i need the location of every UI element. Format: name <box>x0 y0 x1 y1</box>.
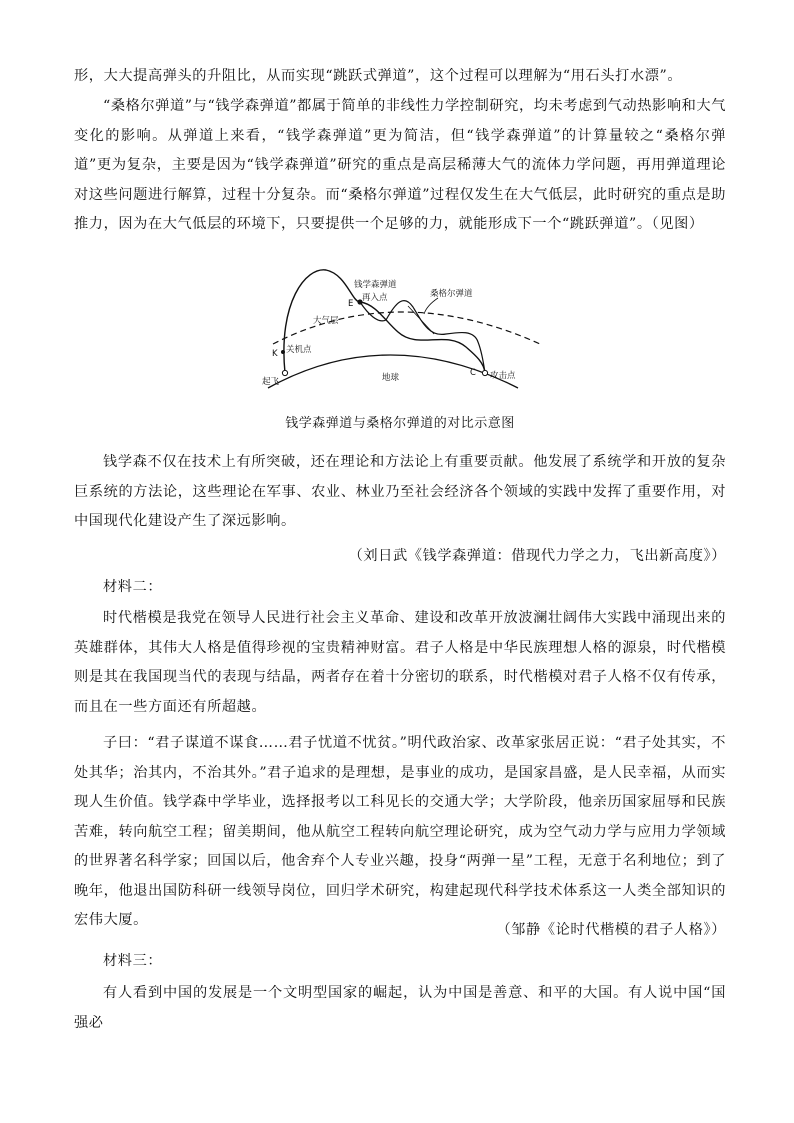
trajectory-svg <box>248 262 548 397</box>
paragraph-3: 钱学森不仅在技术上有所突破，还在理论和方法论上有重要贡献。他发展了系统学和开放的复杂巨系统的方法论，这些理论在军事、农业、林业乃至社会经济各个领域的实践中发挥了重要作用，对中国现代化建设产生了深远影响。 <box>74 454 726 529</box>
label-point-c: C <box>470 368 476 378</box>
label-reentry: 再入点 <box>362 293 388 303</box>
takeoff-dot <box>282 370 287 375</box>
paragraph-4: 时代楷模是我党在领导人民进行社会主义革命、建设和改革开放波澜壮阔伟大实践中涌现出来的英雄群体，其伟大人格是值得珍视的宝贵精神财富。君子人格是中华民族理想人格的源泉，时代楷模则是其在我国现当代的表现与结晶，两者存在着十分密切的联系，时代楷模对君子人格不仅有传承，而且在一些方面还有所超越。 <box>74 610 726 715</box>
label-qian: 钱学森弹道 <box>354 280 397 290</box>
point-k-dot <box>281 350 285 354</box>
source-citation-1: （刘日武《钱学森弹道：借现代力学之力，飞出新高度》） <box>348 548 726 564</box>
chord-line <box>408 306 434 334</box>
label-atmosphere: 大气层 <box>313 316 339 326</box>
material-3-heading: 材料三： <box>103 953 163 969</box>
label-shutdown: 关机点 <box>286 345 312 355</box>
label-attack: 攻击点 <box>490 371 516 381</box>
label-takeoff: 起飞 <box>262 377 280 387</box>
label-earth: 地球 <box>382 373 400 383</box>
attack-dot <box>482 370 487 375</box>
source-citation-2: （邹静《论时代楷模的君子人格》） <box>496 922 726 938</box>
paragraph-2: “桑格尔弹道”与“钱学森弹道”都属于简单的非线性力学控制研究，均未考虑到气动热影响和大气变化的影响。从弹道上来看，“钱学森弹道”更为简洁，但“钱学森弹道”的计算量较之“桑格尔弹道”更为复杂，主要是因为“钱学森弹道”研究的重点是高层稀薄大气的流体力学问题，再用弹道理论对这些问题进行解算，过程十分复杂。而“桑格尔弹道”过程仅发生在大气低层，此时研究的重点是助推力，因为在大气低层的环境下，只要提供一个足够的力，就能形成下一个“跳跃弹道”。（见图） <box>74 98 726 232</box>
label-sanger: 桑格尔弹道 <box>430 289 473 299</box>
material-2-heading: 材料二： <box>103 579 163 595</box>
paragraph-6: 有人看到中国的发展是一个文明型国家的崛起，认为中国是善意、和平的大国。有人说中国“国强必 <box>74 985 726 1031</box>
label-point-e: E <box>348 299 354 309</box>
earth-arc <box>268 355 518 388</box>
sanger-leader <box>424 298 438 314</box>
figure-caption: 钱学森弹道与桑格尔弹道的对比示意图 <box>285 416 515 431</box>
label-point-k: K <box>272 349 278 359</box>
paragraph-1: 形，大大提高弹头的升阻比，从而实现“跳跃式弹道”，这个过程可以理解为“用石头打水漂”。 <box>74 68 683 84</box>
trajectory-diagram <box>248 262 548 397</box>
paragraph-5: 子曰：“君子谋道不谋食……君子忧道不忧贫。”明代政治家、改革家张居正说：“君子处其实，不处其华；治其内，不治其外。”君子追求的是理想，是事业的成功，是国家昌盛，是人民幸福，从而实现人生价值。钱学森中学毕业，选择报考以工科见长的交通大学；大学阶段，他亲历国家屈辱和民族苦难，转向航空工程；留美期间，他从航空工程转向航空理论研究，成为空气动力学与应用力学领域的世界著名科学家；回国以后，他舍弃个人专业兴趣，投身“两弹一星”工程，无意于名利地位；到了晚年，他退出国防科研一线领导岗位，回归学术研究，构建起现代科学技术体系这一人类全部知识的宏伟大厦。 <box>74 735 726 928</box>
